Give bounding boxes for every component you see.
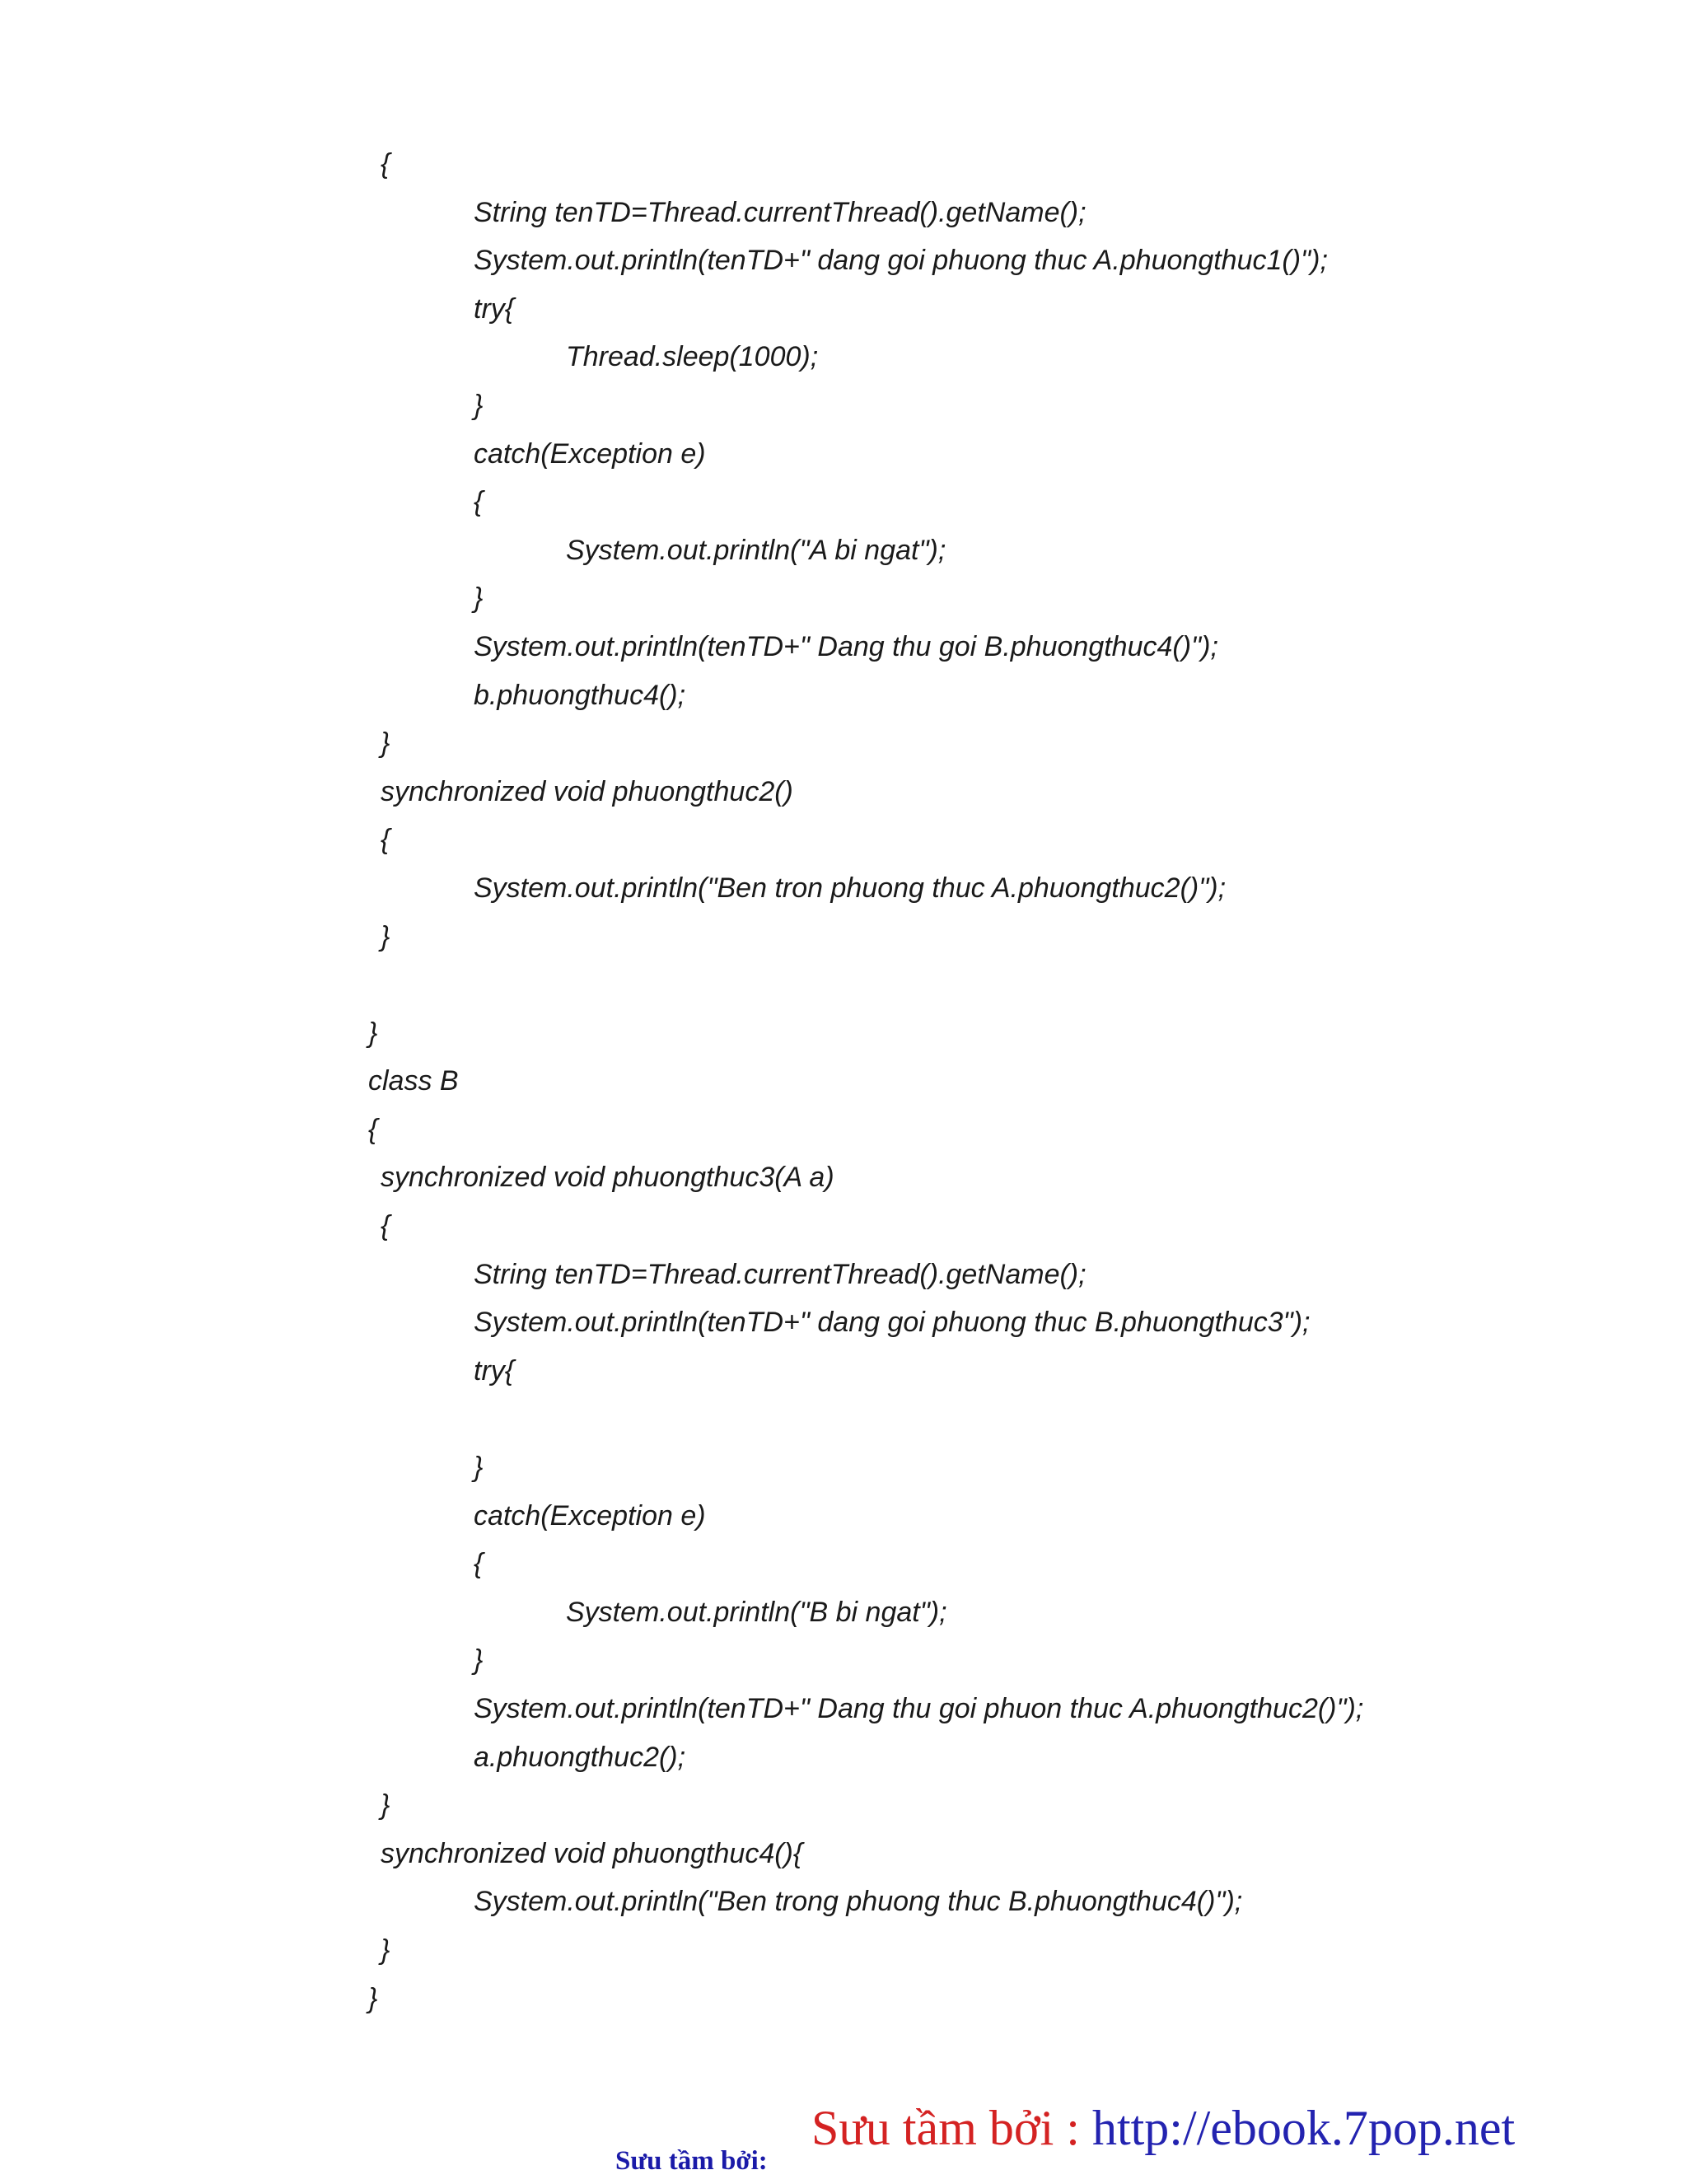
credit-label: Sưu tầm bởi:: [615, 2146, 768, 2176]
code-line: String tenTD=Thread.currentThread().getName();: [474, 1258, 1087, 1290]
code-line: System.out.println("A bi ngat");: [566, 534, 946, 566]
code-line: System.out.println("Ben trong phuong thuc B.phuongthuc4()");: [474, 1886, 1243, 1918]
code-line: }: [368, 1017, 378, 1049]
code-line: {: [381, 148, 390, 180]
code-line: catch(Exception e): [474, 437, 706, 470]
code-line: {: [474, 1548, 484, 1580]
code-line: try{: [474, 292, 515, 325]
code-line: synchronized void phuongthuc3(A a): [381, 1162, 834, 1194]
code-line: }: [381, 1789, 390, 1822]
code-line: [0, 1395, 1687, 1443]
code-line: {: [474, 486, 484, 518]
code-line: }: [381, 920, 390, 952]
code-line: System.out.println(tenTD+" Dang thu goi phuon thuc A.phuongthuc2()");: [474, 1693, 1364, 1724]
code-line: }: [381, 1934, 390, 1966]
code-line: }: [474, 1644, 484, 1677]
code-line: Thread.sleep(1000);: [566, 341, 819, 373]
code-line: }: [474, 582, 484, 615]
code-line: System.out.println(tenTD+" dang goi phuong thuc B.phuongthuc3");: [474, 1307, 1311, 1339]
code-line: a.phuongthuc2();: [474, 1741, 686, 1773]
code-line: {: [381, 1210, 390, 1242]
code-line: System.out.println("B bi ngat");: [566, 1596, 947, 1628]
code-line: String tenTD=Thread.currentThread().getName();: [474, 196, 1087, 228]
code-line: [0, 961, 1687, 1009]
code-line: System.out.println(tenTD+" Dang thu goi B.phuongthuc4()");: [474, 630, 1218, 662]
code-listing: [0, 140, 1687, 2023]
code-line: System.out.println("Ben tron phuong thuc A.phuongthuc2()");: [474, 872, 1227, 904]
code-line: b.phuongthuc4();: [474, 679, 686, 711]
code-line: }: [368, 1982, 378, 2014]
code-line: }: [381, 727, 390, 760]
code-line: synchronized void phuongthuc2(): [381, 775, 793, 807]
code-line: try{: [474, 1354, 515, 1387]
source-banner-prefix: Sưu tầm bởi :: [811, 2101, 1092, 2155]
code-line: synchronized void phuongthuc4(){: [381, 1837, 803, 1869]
code-line: {: [368, 1113, 378, 1145]
code-line: class B: [368, 1065, 459, 1097]
source-banner: [811, 2100, 1515, 2157]
code-line: {: [381, 824, 390, 856]
code-line: }: [474, 1452, 484, 1484]
source-banner-url[interactable]: http://ebook.7pop.net: [1091, 2101, 1516, 2155]
code-line: System.out.println(tenTD+" dang goi phuong thuc A.phuongthuc1()");: [474, 245, 1328, 277]
code-line: catch(Exception e): [474, 1499, 706, 1532]
code-line: }: [474, 389, 484, 421]
